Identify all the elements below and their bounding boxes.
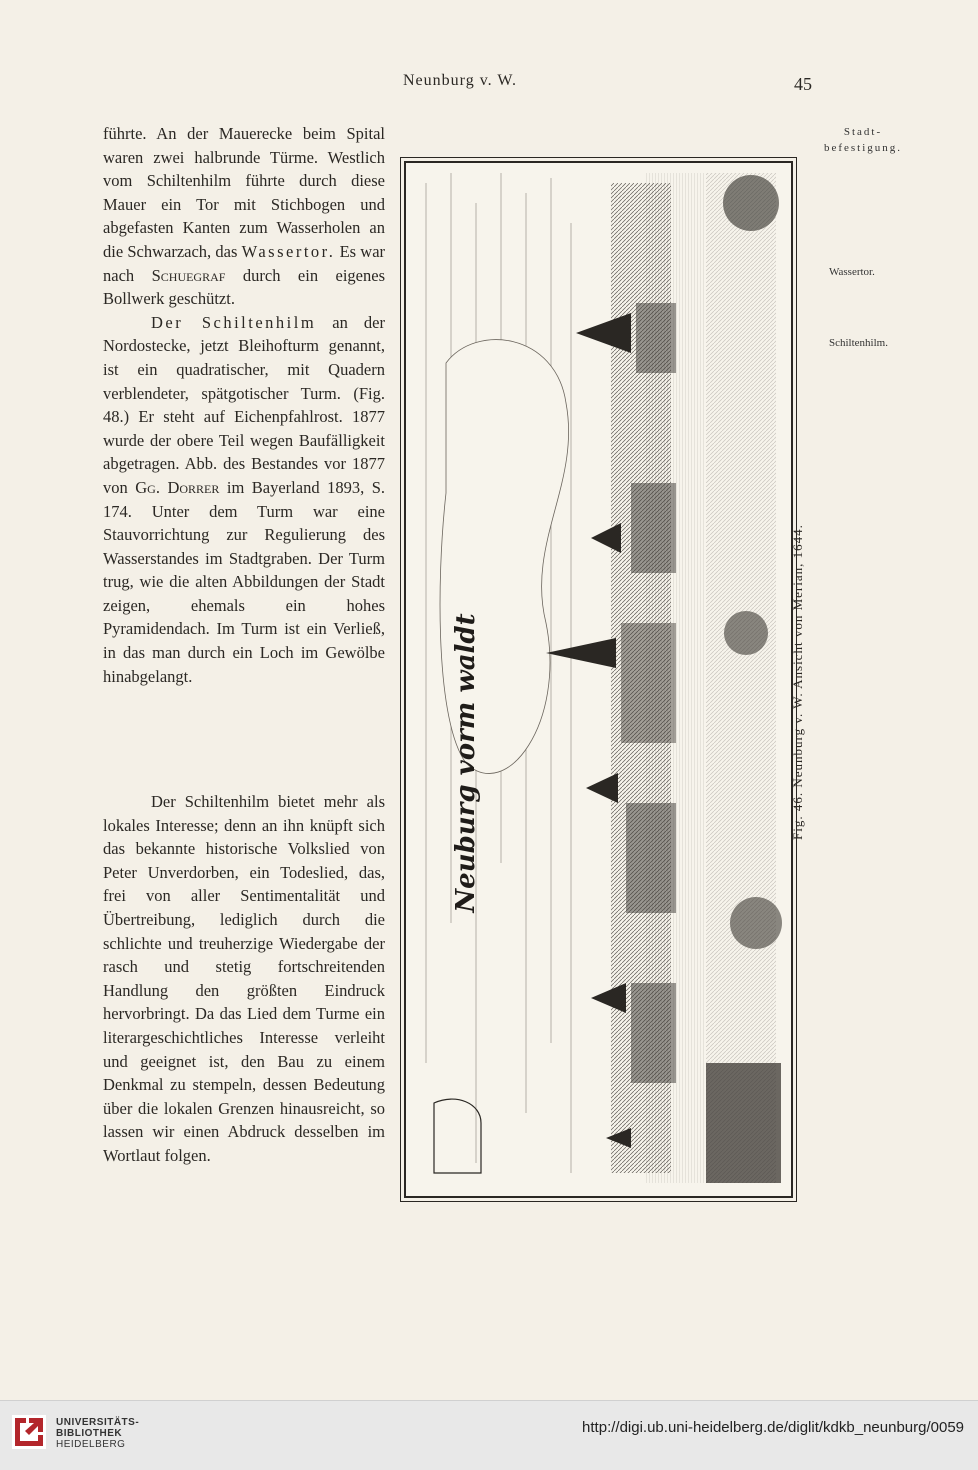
body-text-top [103, 122, 385, 688]
coat-of-arms-shield [434, 1099, 481, 1173]
figure-caption: Fig. 46. Neunburg v. W. Ansicht von Merian, 1644. [790, 524, 805, 840]
paragraph-volkslied: Der Schiltenhilm bietet mehr als lokales Interesse; denn an ihn knüpft sich das bekannte historische Volkslied von Peter Unverdorben, ein Todeslied, das, frei von aller Sentimentalität und Übertreibung, lediglich durch die schlichte und treuherzige Wiedergabe der rasch und stetig fortschreitenden Handlung den größten Eindruck hervorbringt. Da das Lied dem Turme ein literargeschichtliches Interesse verleiht und geeignet ist, den Bau zu einem Denkmal zu stempeln, dessen Bedeutung über die lokalen Grenzen hinausreicht, so lassen wir einen Abdruck desselben im Wortlaut folgen. [103, 792, 385, 1165]
paragraph-wassertor: führte. An der Mauerecke beim Spital waren zwei halbrunde Türme. Westlich vom Schiltenhilm führte durch diese Mauer ein Tor mit Stichbogen und abgefasten Kanten zum Wasserholen an die Schwarzach, das Wassertor. Es war nach Schuegraf durch ein eigenes Bollwerk geschützt. [103, 124, 386, 309]
spaced-term-wassertor: Wassertor. [241, 241, 336, 261]
library-logo-icon [12, 1415, 46, 1449]
engraving-title: Neuburg vorm waldt [451, 613, 481, 913]
margin-note-wassertor: Wassertor. [829, 266, 875, 278]
paragraph-schiltenhilm: Der Schiltenhilm an der Nordostecke, jetzt Bleihofturm genannt, ist ein quadratischer, mit Quadern verblendeter, spätgotischer Turm. (Fig. 48.) Er steht auf Eichenpfahlrost. 1877 wurde der obere Teil wegen Baufälligkeit abgetragen. Abb. des Bestandes vor 1877 von Gg. Dorrer im Bayerland 1893, S. 174. Unter dem Turm war eine Stauvorrichtung zur Regulierung des Wasserstandes im Stadtgraben. Der Turm trug, wie die alten Abbildungen der Stadt zeigen, ehemals ein hohes Pyramidendach. Im Turm ist ein Verließ, in das man durch ein Loch im Gewölbe hinabgelangt. [103, 312, 385, 686]
page-number: 45 [794, 74, 812, 94]
engraving-figure [404, 161, 793, 1198]
spaced-term-schiltenhilm: Der Schiltenhilm [151, 312, 317, 332]
trees-and-hills [706, 173, 782, 1183]
margin-note-schiltenhilm: Schiltenhilm. [829, 337, 888, 349]
author-name: Schuegraf [151, 265, 226, 285]
author-name: Gg. Dorrer [135, 477, 220, 497]
library-name: UNIVERSITÄTS- BIBLIOTHEK HEIDELBERG [56, 1417, 140, 1450]
source-url-link[interactable]: http://digi.ub.uni-heidelberg.de/diglit/kdkb_neunburg/0059 [582, 1419, 964, 1436]
viewer-footer [0, 1400, 978, 1470]
body-text-bottom [103, 790, 385, 1168]
margin-note-stadtbefestigung: Stadt- befestigung. [823, 126, 903, 154]
town-view-engraving [406, 163, 791, 1196]
running-head: Neunburg v. W. [403, 72, 517, 89]
